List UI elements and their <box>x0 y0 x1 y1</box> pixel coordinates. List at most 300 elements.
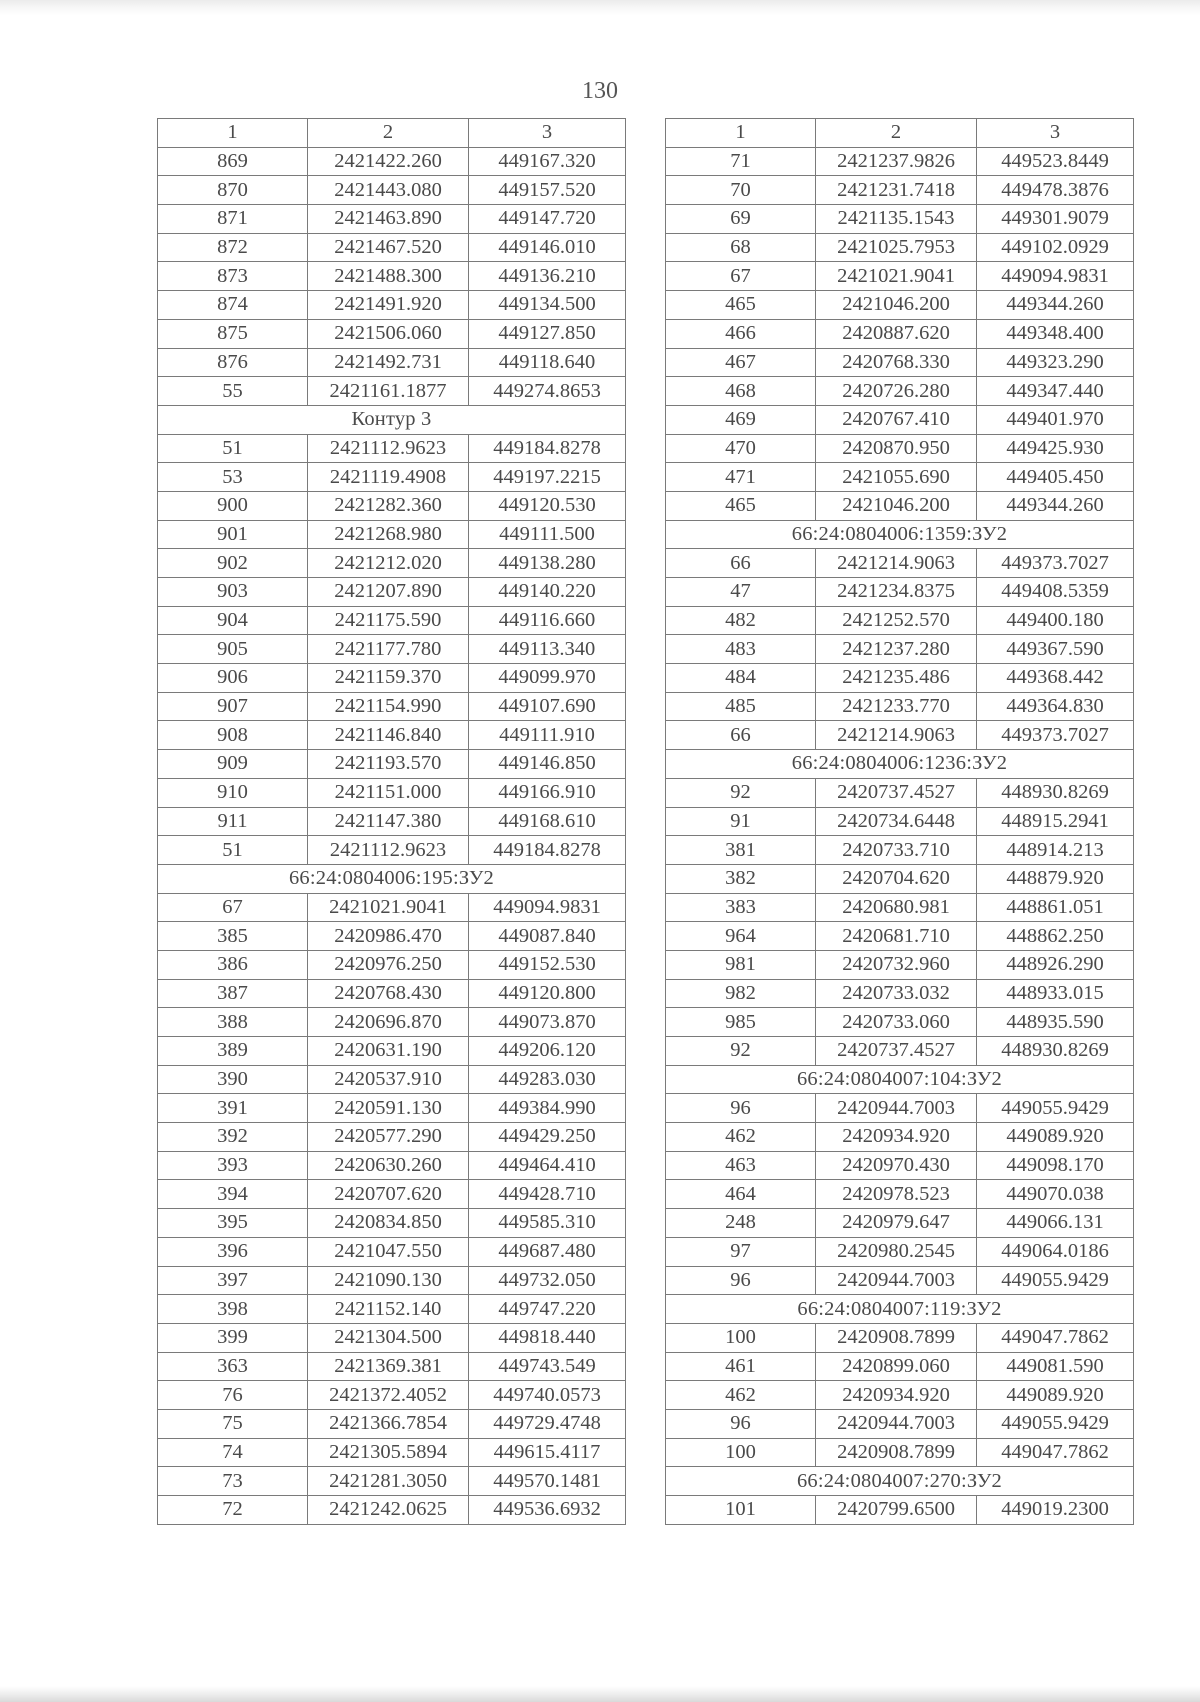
table-row <box>158 692 626 721</box>
point-number: 468 <box>666 377 816 406</box>
y-coordinate: 449732.050 <box>469 1266 626 1295</box>
point-number: 985 <box>666 1008 816 1037</box>
table-row <box>158 635 626 664</box>
point-number: 395 <box>158 1209 308 1238</box>
x-coordinate: 2421492.731 <box>308 348 469 377</box>
x-coordinate: 2421193.570 <box>308 750 469 779</box>
point-number: 399 <box>158 1323 308 1352</box>
table-row <box>158 664 626 693</box>
y-coordinate: 448879.920 <box>977 864 1134 893</box>
point-number: 901 <box>158 520 308 549</box>
table-row <box>666 836 1134 865</box>
table-row <box>666 319 1134 348</box>
y-coordinate: 449146.850 <box>469 750 626 779</box>
x-coordinate: 2420908.7899 <box>816 1438 977 1467</box>
x-coordinate: 2420986.470 <box>308 922 469 951</box>
x-coordinate: 2420732.960 <box>816 950 977 979</box>
y-coordinate: 449206.120 <box>469 1037 626 1066</box>
table-row <box>158 1209 626 1238</box>
x-coordinate: 2421047.550 <box>308 1237 469 1266</box>
y-coordinate: 449184.8278 <box>469 836 626 865</box>
x-coordinate: 2421304.500 <box>308 1323 469 1352</box>
x-coordinate: 2420768.430 <box>308 979 469 1008</box>
table-row <box>666 1037 1134 1066</box>
y-coordinate: 449729.4748 <box>469 1409 626 1438</box>
point-number: 903 <box>158 578 308 607</box>
y-coordinate: 449429.250 <box>469 1123 626 1152</box>
point-number: 982 <box>666 979 816 1008</box>
x-coordinate: 2420734.6448 <box>816 807 977 836</box>
point-number: 461 <box>666 1352 816 1381</box>
y-coordinate: 449111.910 <box>469 721 626 750</box>
x-coordinate: 2421231.7418 <box>816 176 977 205</box>
table-row <box>158 922 626 951</box>
y-coordinate: 449344.260 <box>977 291 1134 320</box>
x-coordinate: 2421152.140 <box>308 1295 469 1324</box>
table-row <box>666 864 1134 893</box>
table-row <box>666 778 1134 807</box>
point-number: 74 <box>158 1438 308 1467</box>
table-row <box>666 1323 1134 1352</box>
section-title: Контур 3 <box>158 405 626 434</box>
table-body <box>158 119 626 1525</box>
x-coordinate: 2421046.200 <box>816 291 977 320</box>
x-coordinate: 2421212.020 <box>308 549 469 578</box>
table-row <box>666 692 1134 721</box>
point-number: 75 <box>158 1409 308 1438</box>
y-coordinate: 449147.720 <box>469 205 626 234</box>
point-number: 100 <box>666 1323 816 1352</box>
section-title: 66:24:0804006:1359:ЗУ2 <box>666 520 1134 549</box>
point-number: 911 <box>158 807 308 836</box>
point-number: 96 <box>666 1409 816 1438</box>
point-number: 470 <box>666 434 816 463</box>
section-title: 66:24:0804006:1236:ЗУ2 <box>666 750 1134 779</box>
table-row <box>158 1237 626 1266</box>
y-coordinate: 448933.015 <box>977 979 1134 1008</box>
table-row <box>158 1008 626 1037</box>
point-number: 905 <box>158 635 308 664</box>
x-coordinate: 2421282.360 <box>308 491 469 520</box>
y-coordinate: 449113.340 <box>469 635 626 664</box>
table-row <box>666 893 1134 922</box>
table-row <box>666 1381 1134 1410</box>
point-number: 73 <box>158 1467 308 1496</box>
point-number: 467 <box>666 348 816 377</box>
table-row <box>158 1295 626 1324</box>
point-number: 906 <box>158 664 308 693</box>
point-number: 462 <box>666 1381 816 1410</box>
point-number: 96 <box>666 1094 816 1123</box>
table-row <box>666 147 1134 176</box>
x-coordinate: 2420834.850 <box>308 1209 469 1238</box>
point-number: 76 <box>158 1381 308 1410</box>
point-number: 910 <box>158 778 308 807</box>
table-row <box>158 836 626 865</box>
point-number: 393 <box>158 1151 308 1180</box>
column-header: 2 <box>816 119 977 148</box>
x-coordinate: 2421268.980 <box>308 520 469 549</box>
x-coordinate: 2421135.1543 <box>816 205 977 234</box>
coordinates-table-left <box>157 118 626 1525</box>
y-coordinate: 449373.7027 <box>977 549 1134 578</box>
table-row <box>666 950 1134 979</box>
point-number: 875 <box>158 319 308 348</box>
x-coordinate: 2421112.9623 <box>308 434 469 463</box>
y-coordinate: 449055.9429 <box>977 1409 1134 1438</box>
y-coordinate: 449098.170 <box>977 1151 1134 1180</box>
x-coordinate: 2420899.060 <box>816 1352 977 1381</box>
point-number: 964 <box>666 922 816 951</box>
x-coordinate: 2420767.410 <box>816 405 977 434</box>
table-row <box>666 434 1134 463</box>
x-coordinate: 2420970.430 <box>816 1151 977 1180</box>
point-number: 92 <box>666 1037 816 1066</box>
point-number: 482 <box>666 606 816 635</box>
point-number: 981 <box>666 950 816 979</box>
y-coordinate: 448930.8269 <box>977 1037 1134 1066</box>
table-row <box>666 664 1134 693</box>
table-row <box>158 778 626 807</box>
section-row <box>666 1065 1134 1094</box>
y-coordinate: 449081.590 <box>977 1352 1134 1381</box>
table-row <box>158 950 626 979</box>
y-coordinate: 449107.690 <box>469 692 626 721</box>
section-row <box>666 750 1134 779</box>
x-coordinate: 2421463.890 <box>308 205 469 234</box>
point-number: 383 <box>666 893 816 922</box>
x-coordinate: 2421159.370 <box>308 664 469 693</box>
point-number: 92 <box>666 778 816 807</box>
y-coordinate: 449167.320 <box>469 147 626 176</box>
x-coordinate: 2420726.280 <box>816 377 977 406</box>
y-coordinate: 449347.440 <box>977 377 1134 406</box>
point-number: 381 <box>666 836 816 865</box>
y-coordinate: 449136.210 <box>469 262 626 291</box>
table-row <box>158 205 626 234</box>
x-coordinate: 2421467.520 <box>308 233 469 262</box>
x-coordinate: 2420978.523 <box>816 1180 977 1209</box>
table-row <box>158 348 626 377</box>
table-row <box>666 635 1134 664</box>
y-coordinate: 449184.8278 <box>469 434 626 463</box>
table-row <box>666 606 1134 635</box>
x-coordinate: 2421055.690 <box>816 463 977 492</box>
x-coordinate: 2421146.840 <box>308 721 469 750</box>
y-coordinate: 449127.850 <box>469 319 626 348</box>
column-header: 2 <box>308 119 469 148</box>
x-coordinate: 2420630.260 <box>308 1151 469 1180</box>
y-coordinate: 449585.310 <box>469 1209 626 1238</box>
section-row <box>666 1295 1134 1324</box>
table-row <box>666 1180 1134 1209</box>
x-coordinate: 2420591.130 <box>308 1094 469 1123</box>
x-coordinate: 2420733.060 <box>816 1008 977 1037</box>
x-coordinate: 2421242.0625 <box>308 1496 469 1525</box>
point-number: 392 <box>158 1123 308 1152</box>
x-coordinate: 2421237.9826 <box>816 147 977 176</box>
point-number: 483 <box>666 635 816 664</box>
y-coordinate: 448862.250 <box>977 922 1134 951</box>
x-coordinate: 2421021.9041 <box>308 893 469 922</box>
y-coordinate: 449401.970 <box>977 405 1134 434</box>
point-number: 397 <box>158 1266 308 1295</box>
table-row <box>158 1094 626 1123</box>
point-number: 484 <box>666 664 816 693</box>
table-row <box>158 1381 626 1410</box>
x-coordinate: 2421177.780 <box>308 635 469 664</box>
y-coordinate: 449367.590 <box>977 635 1134 664</box>
page-number: 130 <box>582 78 618 104</box>
y-coordinate: 449344.260 <box>977 491 1134 520</box>
point-number: 68 <box>666 233 816 262</box>
x-coordinate: 2421372.4052 <box>308 1381 469 1410</box>
point-number: 72 <box>158 1496 308 1525</box>
point-number: 471 <box>666 463 816 492</box>
table-row <box>666 405 1134 434</box>
table-row <box>666 807 1134 836</box>
y-coordinate: 449120.800 <box>469 979 626 1008</box>
table-row <box>158 1496 626 1525</box>
point-number: 55 <box>158 377 308 406</box>
point-number: 51 <box>158 434 308 463</box>
y-coordinate: 449368.442 <box>977 664 1134 693</box>
table-row <box>666 1008 1134 1037</box>
y-coordinate: 449400.180 <box>977 606 1134 635</box>
y-coordinate: 449425.930 <box>977 434 1134 463</box>
y-coordinate: 448861.051 <box>977 893 1134 922</box>
point-number: 869 <box>158 147 308 176</box>
point-number: 464 <box>666 1180 816 1209</box>
column-header: 3 <box>977 119 1134 148</box>
point-number: 466 <box>666 319 816 348</box>
table-row <box>666 979 1134 1008</box>
x-coordinate: 2421235.486 <box>816 664 977 693</box>
table-row <box>158 979 626 1008</box>
point-number: 391 <box>158 1094 308 1123</box>
table-row <box>158 233 626 262</box>
point-number: 382 <box>666 864 816 893</box>
table-row <box>666 1266 1134 1295</box>
y-coordinate: 449743.549 <box>469 1352 626 1381</box>
x-coordinate: 2421234.8375 <box>816 578 977 607</box>
x-coordinate: 2421237.280 <box>816 635 977 664</box>
table-row <box>158 721 626 750</box>
x-coordinate: 2421233.770 <box>816 692 977 721</box>
table-row <box>158 463 626 492</box>
table-row <box>158 750 626 779</box>
table-row <box>158 1266 626 1295</box>
y-coordinate: 449055.9429 <box>977 1094 1134 1123</box>
y-coordinate: 449089.920 <box>977 1123 1134 1152</box>
table-row <box>158 807 626 836</box>
table-row <box>158 176 626 205</box>
x-coordinate: 2421214.9063 <box>816 721 977 750</box>
y-coordinate: 449428.710 <box>469 1180 626 1209</box>
table-row <box>666 1209 1134 1238</box>
x-coordinate: 2421252.570 <box>816 606 977 635</box>
y-coordinate: 449070.038 <box>977 1180 1134 1209</box>
y-coordinate: 449373.7027 <box>977 721 1134 750</box>
x-coordinate: 2420944.7003 <box>816 1409 977 1438</box>
x-coordinate: 2420934.920 <box>816 1381 977 1410</box>
x-coordinate: 2421161.1877 <box>308 377 469 406</box>
x-coordinate: 2420768.330 <box>816 348 977 377</box>
y-coordinate: 449168.610 <box>469 807 626 836</box>
point-number: 101 <box>666 1496 816 1525</box>
y-coordinate: 449740.0573 <box>469 1381 626 1410</box>
y-coordinate: 449089.920 <box>977 1381 1134 1410</box>
header-row <box>158 119 626 148</box>
x-coordinate: 2421147.380 <box>308 807 469 836</box>
point-number: 389 <box>158 1037 308 1066</box>
x-coordinate: 2421151.000 <box>308 778 469 807</box>
y-coordinate: 449523.8449 <box>977 147 1134 176</box>
y-coordinate: 449094.9831 <box>977 262 1134 291</box>
point-number: 388 <box>158 1008 308 1037</box>
point-number: 51 <box>158 836 308 865</box>
y-coordinate: 449116.660 <box>469 606 626 635</box>
point-number: 465 <box>666 491 816 520</box>
x-coordinate: 2420934.920 <box>816 1123 977 1152</box>
table-row <box>158 434 626 463</box>
table-row <box>666 578 1134 607</box>
y-coordinate: 449111.500 <box>469 520 626 549</box>
section-row <box>158 864 626 893</box>
point-number: 462 <box>666 1123 816 1152</box>
column-header: 1 <box>158 119 308 148</box>
point-number: 70 <box>666 176 816 205</box>
x-coordinate: 2420704.620 <box>816 864 977 893</box>
x-coordinate: 2421488.300 <box>308 262 469 291</box>
y-coordinate: 448926.290 <box>977 950 1134 979</box>
x-coordinate: 2420979.647 <box>816 1209 977 1238</box>
y-coordinate: 449323.290 <box>977 348 1134 377</box>
y-coordinate: 449102.0929 <box>977 233 1134 262</box>
y-coordinate: 449152.530 <box>469 950 626 979</box>
table-row <box>158 549 626 578</box>
y-coordinate: 449087.840 <box>469 922 626 951</box>
y-coordinate: 448935.590 <box>977 1008 1134 1037</box>
y-coordinate: 449118.640 <box>469 348 626 377</box>
point-number: 97 <box>666 1237 816 1266</box>
section-row <box>666 520 1134 549</box>
y-coordinate: 449064.0186 <box>977 1237 1134 1266</box>
point-number: 909 <box>158 750 308 779</box>
point-number: 902 <box>158 549 308 578</box>
table-row <box>666 491 1134 520</box>
y-coordinate: 449146.010 <box>469 233 626 262</box>
point-number: 907 <box>158 692 308 721</box>
table-row <box>158 1123 626 1152</box>
table-row <box>158 1323 626 1352</box>
point-number: 66 <box>666 549 816 578</box>
x-coordinate: 2421422.260 <box>308 147 469 176</box>
x-coordinate: 2421281.3050 <box>308 1467 469 1496</box>
table-row <box>158 1065 626 1094</box>
x-coordinate: 2420737.4527 <box>816 778 977 807</box>
column-header: 3 <box>469 119 626 148</box>
point-number: 465 <box>666 291 816 320</box>
point-number: 398 <box>158 1295 308 1324</box>
table-row <box>666 233 1134 262</box>
y-coordinate: 449348.400 <box>977 319 1134 348</box>
y-coordinate: 449066.131 <box>977 1209 1134 1238</box>
x-coordinate: 2421214.9063 <box>816 549 977 578</box>
y-coordinate: 449687.480 <box>469 1237 626 1266</box>
y-coordinate: 449047.7862 <box>977 1323 1134 1352</box>
point-number: 463 <box>666 1151 816 1180</box>
x-coordinate: 2420944.7003 <box>816 1094 977 1123</box>
y-coordinate: 449094.9831 <box>469 893 626 922</box>
table-row <box>158 147 626 176</box>
table-row <box>666 291 1134 320</box>
y-coordinate: 449274.8653 <box>469 377 626 406</box>
x-coordinate: 2420680.981 <box>816 893 977 922</box>
table-row <box>666 721 1134 750</box>
x-coordinate: 2421090.130 <box>308 1266 469 1295</box>
y-coordinate: 448930.8269 <box>977 778 1134 807</box>
x-coordinate: 2420887.620 <box>816 319 977 348</box>
x-coordinate: 2420799.6500 <box>816 1496 977 1525</box>
y-coordinate: 449405.450 <box>977 463 1134 492</box>
x-coordinate: 2420631.190 <box>308 1037 469 1066</box>
x-coordinate: 2420870.950 <box>816 434 977 463</box>
x-coordinate: 2420681.710 <box>816 922 977 951</box>
x-coordinate: 2421046.200 <box>816 491 977 520</box>
table-row <box>158 377 626 406</box>
table-row <box>666 549 1134 578</box>
point-number: 900 <box>158 491 308 520</box>
x-coordinate: 2420733.710 <box>816 836 977 865</box>
x-coordinate: 2421366.7854 <box>308 1409 469 1438</box>
table-row <box>666 205 1134 234</box>
table-row <box>666 1123 1134 1152</box>
y-coordinate: 449283.030 <box>469 1065 626 1094</box>
point-number: 387 <box>158 979 308 1008</box>
point-number: 100 <box>666 1438 816 1467</box>
y-coordinate: 449384.990 <box>469 1094 626 1123</box>
x-coordinate: 2420537.910 <box>308 1065 469 1094</box>
table-row <box>158 1151 626 1180</box>
table-row <box>666 1496 1134 1525</box>
x-coordinate: 2421154.990 <box>308 692 469 721</box>
y-coordinate: 449019.2300 <box>977 1496 1134 1525</box>
point-number: 396 <box>158 1237 308 1266</box>
x-coordinate: 2421025.7953 <box>816 233 977 262</box>
point-number: 96 <box>666 1266 816 1295</box>
table-row <box>666 922 1134 951</box>
x-coordinate: 2420733.032 <box>816 979 977 1008</box>
x-coordinate: 2420908.7899 <box>816 1323 977 1352</box>
point-number: 69 <box>666 205 816 234</box>
table-row <box>158 606 626 635</box>
table-row <box>158 1409 626 1438</box>
x-coordinate: 2421175.590 <box>308 606 469 635</box>
x-coordinate: 2420707.620 <box>308 1180 469 1209</box>
table-row <box>666 1237 1134 1266</box>
table-row <box>666 1151 1134 1180</box>
x-coordinate: 2421491.920 <box>308 291 469 320</box>
y-coordinate: 449197.2215 <box>469 463 626 492</box>
scan-edge-bottom <box>0 1686 1200 1702</box>
y-coordinate: 449134.500 <box>469 291 626 320</box>
y-coordinate: 449140.220 <box>469 578 626 607</box>
x-coordinate: 2420976.250 <box>308 950 469 979</box>
y-coordinate: 449570.1481 <box>469 1467 626 1496</box>
y-coordinate: 449047.7862 <box>977 1438 1134 1467</box>
y-coordinate: 449478.3876 <box>977 176 1134 205</box>
